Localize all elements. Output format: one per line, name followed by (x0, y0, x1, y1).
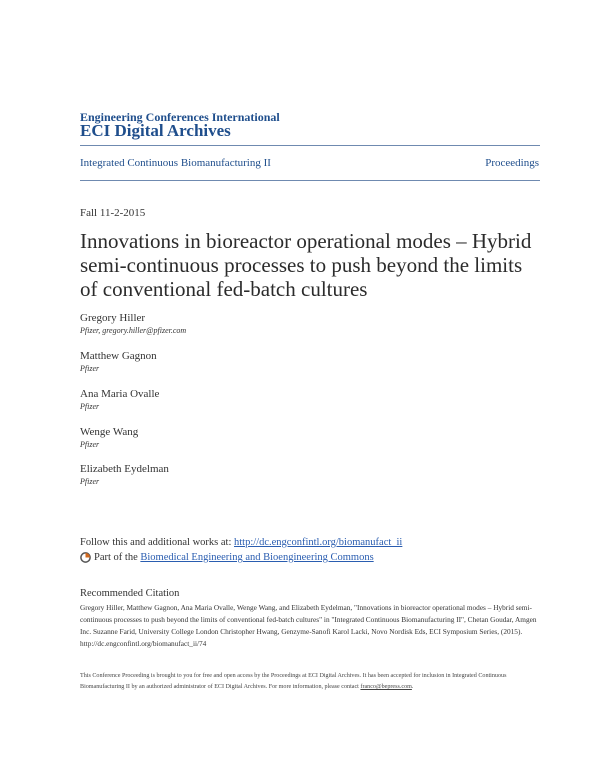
part-of-prefix: Part of the (94, 552, 138, 563)
author-name: Gregory Hiller (80, 312, 146, 324)
organization-name: Engineering Conferences International (80, 110, 280, 124)
commons-link[interactable]: Biomedical Engineering and Bioengineering Commons (140, 552, 374, 563)
citation-text: Gregory Hiller, Matthew Gagnon, Ana Maria Ovalle, Wenge Wang, and Elizabeth Eydelman, "Innovations in bioreactor operational modes – Hybrid semi-continuous processes to push beyond the limits of conventional fed-batch cultures" in "Integrated Continuous Biomanufacturing II", Chetan Goudar, Amgen Inc. Suzanne Farid, University College London Christopher Hwang, Genzyme-Sanofi Karol Lacki, Novo Nordisk Eds, ECI Symposium Series, (2015). http://dc.engconfintl.org/biomanufact_ii/74 (80, 603, 537, 648)
author-affiliation: Pfizer (80, 440, 100, 449)
author-affiliation: Pfizer (80, 477, 100, 486)
bottom-divider (80, 180, 540, 181)
author-name: Wenge Wang (80, 426, 139, 438)
paper-title: Innovations in bioreactor operational modes – Hybrid semi-continuous processes to push beyond the limits of conventional fed-batch cultures (80, 229, 532, 301)
author-affiliation: Pfizer, gregory.hiller@pfizer.com (80, 326, 187, 335)
collection-url-link[interactable]: http://dc.engconfintl.org/biomanufact_ii (234, 537, 403, 548)
author-name: Ana Maria Ovalle (80, 388, 160, 400)
follow-prefix: Follow this and additional works at: (80, 537, 232, 548)
publication-date: Fall 11-2-2015 (80, 207, 146, 219)
author-name: Matthew Gagnon (80, 350, 157, 362)
author-name: Elizabeth Eydelman (80, 463, 169, 475)
proceedings-link[interactable]: Proceedings (485, 157, 539, 169)
author-affiliation: Pfizer (80, 364, 100, 373)
top-divider (80, 145, 540, 146)
citation-heading: Recommended Citation (80, 588, 180, 599)
footer-end: . (411, 684, 414, 690)
footer-text: This Conference Proceeding is brought to you for free and open access by the Proceedings at ECI Digital Archives. It has been accepted for inclusion in Integrated Continuous Biomanufacturing II by an authorized administrator of ECI Digital Archives. For more information, please contact (80, 673, 507, 690)
part-of-line (80, 552, 374, 563)
collection-link[interactable]: Integrated Continuous Biomanufacturing II (80, 157, 271, 169)
open-access-icon (80, 552, 91, 563)
author-affiliation: Pfizer (80, 402, 100, 411)
footer-notice (80, 671, 542, 693)
archive-name[interactable]: ECI Digital Archives (80, 121, 231, 140)
follow-line (80, 537, 402, 548)
contact-email-link[interactable]: franco@bepress.com (360, 684, 412, 690)
